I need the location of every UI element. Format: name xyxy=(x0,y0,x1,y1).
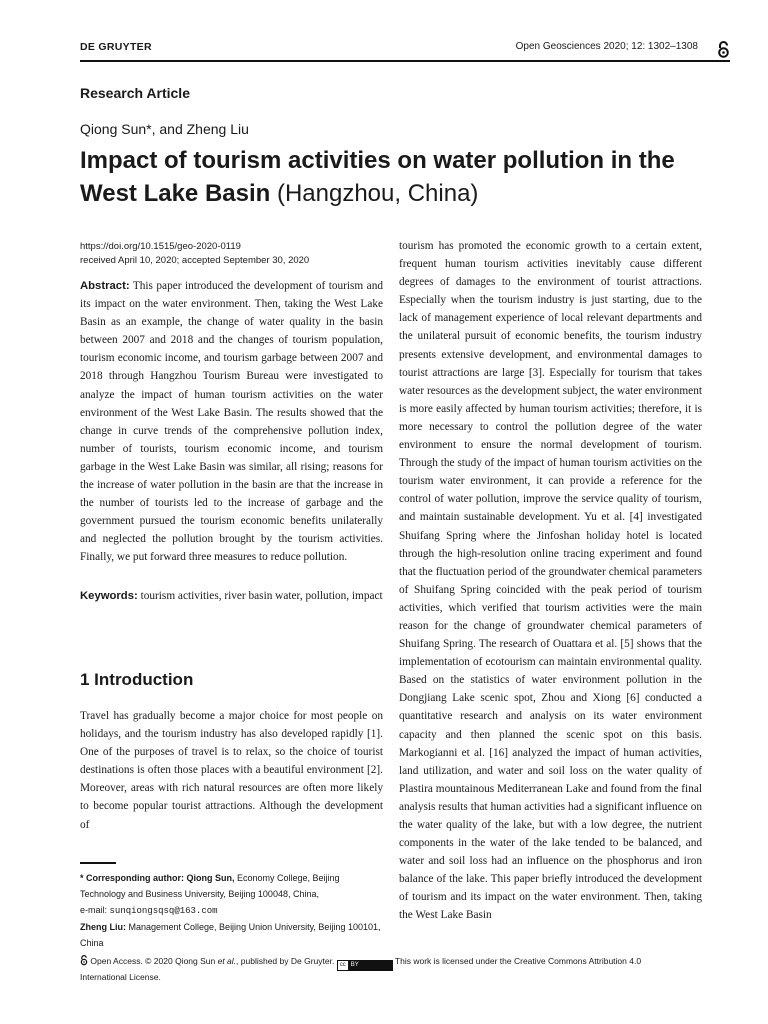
body-text-right-column: tourism has promoted the economic growth to a certain extent, frequent human tourism activities inevitably cause different degrees of damages to the environment of tourist attractions. Especially when the tourism industry is just starting, due to the lack of management experience of local relevant departments and the unilateral pursuit of economic benefits, the tourism industry presents extensive development, and environmental damages to tourist attractions are large [3]. Especially for tourism that takes water resources as the development subject, the water environment is more easily affected by human tourism activities; therefore, it is more necessary to control the pollution degree of the water environment to ensure the normal development of tourism. Through the study of the impact of human tourism activities on the tourism water environment, it can provide a reference for the control of water pollution, improve the service quality of tourism, and maintain sustainable development. Yu et al. [4] investigated Shuifang Spring where the Jinfoshan holiday hotel is located through the high-resolution online tracing experiment and found that the fluctuation period of the groundwater chemical parameters of Shuifang Spring coincided with the peak period of tourism activities, which verified that tourism activities were the main reason for the change of groundwater chemical parameters of Shuifang Spring. The research of Ouattara et al. [5] shows that the implementation of ecotourism can maintain environmental quality. Based on the statistics of water environment pollution in the Dongjiang Lake scenic spot, Zhou and Xiong [6] conducted a quantitative research and analysis on its water environment capacity and then planned the scenic spot on this basis. Markogianni et al. [16] analyzed the impact of human activities, land utilization, and water and soil loss on the water quality of Plastira mountainous Mediterranean Lake and found from the final analysis results that human activities had a significant influence on the water quality of the lake, but with a low degree, the nutrient components in the water of the lake tended to be balanced, and water and soil loss had an influence on the phosphorus and iron balance of the lake. This paper briefly introduced the development of tourism and its impact on the water environment. Then, taking the West Lake Basin xyxy=(399,240,702,922)
abstract-label: Abstract: xyxy=(80,280,130,292)
received-accepted-dates: received April 10, 2020; accepted September 30, 2020 xyxy=(80,255,310,266)
publisher-name: DE GRUYTER xyxy=(80,41,152,53)
title-main: Impact of tourism activities on water pollution in the West Lake Basin xyxy=(80,147,675,207)
abstract xyxy=(80,277,383,567)
keywords-text: tourism activities, river basin water, pollution, impact xyxy=(140,590,383,602)
second-author-label: Zheng Liu: xyxy=(80,922,126,932)
license-footer xyxy=(80,955,680,983)
article-type: Research Article xyxy=(80,85,190,101)
corresponding-author-affiliation: Economy College, Beijing Technology and Business University, Beijing 100048, China, xyxy=(80,873,340,899)
corresponding-author-note xyxy=(80,870,383,902)
publisher-statement: , published by De Gruyter. xyxy=(236,956,335,966)
open-access-icon xyxy=(80,955,88,966)
header-rule xyxy=(80,60,730,62)
introduction-paragraph: Travel has gradually become a major choice for most people on holidays, and the tourism industry has also developed rapidly [1]. One of the purposes of travel is to relax, so the choice of tourist destinations is often those places with a beautiful environment [2]. Moreover, areas with rich natural resources are often more likely to become popular tourist attractions. Although the development of xyxy=(80,710,383,831)
footnote-rule xyxy=(80,862,116,864)
second-author-note xyxy=(80,919,383,951)
email-line xyxy=(80,902,383,919)
doi-block xyxy=(80,240,383,268)
article-title xyxy=(80,144,730,210)
open-access-statement: Open Access. © 2020 Qiong Sun xyxy=(90,956,218,966)
email-label: e-mail: xyxy=(80,905,110,915)
authors: Qiong Sun*, and Zheng Liu xyxy=(80,121,249,137)
abstract-text: This paper introduced the development of tourism and its impact on the water environment. Then, taking the West Lake Basin as an example, the change of water quality in the basin between 2007 and 2018 and the changes of tourism population, tourism economic income, and tourism garbage between 2007 and 2018 through Hangzhou Tourism Bureau were investigated to analyze the impact of human tourism activities on the water environment of the West Lake Basin. The results showed that the change in curve trends of the comprehensive pollution index, number of tourists, tourism economic income, and tourism garbage in the West Lake Basin was similar, all rising; reasons for the increase of water pollution in the basin are that the increase in the number of tourists led to the increase of garbage and the government pursued the tourism economic benefits unilaterally and neglected the pollution brought by the tourism activities. Finally, we put forward three measures to reduce pollution. xyxy=(80,280,383,564)
second-author-affiliation: Management College, Beijing Union University, Beijing 100101, China xyxy=(80,922,381,948)
license-statement: This work is licensed under the Creative Commons Attribution 4.0 International License. xyxy=(80,956,642,982)
cc-by-license-icon[interactable]: cc BY xyxy=(337,960,393,971)
title-location: (Hangzhou, China) xyxy=(276,180,479,207)
open-access-icon xyxy=(717,41,730,59)
cc-by-label: BY xyxy=(348,961,362,970)
email-link[interactable]: sunqiongsqsq@163.com xyxy=(109,906,218,916)
doi-link[interactable]: https://doi.org/10.1515/geo-2020-0119 xyxy=(80,241,241,252)
keywords-label: Keywords: xyxy=(80,590,138,602)
keywords xyxy=(80,587,383,605)
corresponding-author-label: * Corresponding author: Qiong Sun, xyxy=(80,873,235,883)
section-heading-introduction: 1 Introduction xyxy=(80,670,194,689)
footnotes xyxy=(80,870,383,951)
et-al: et al. xyxy=(217,956,237,966)
journal-citation: Open Geosciences 2020; 12: 1302–1308 xyxy=(515,41,698,52)
